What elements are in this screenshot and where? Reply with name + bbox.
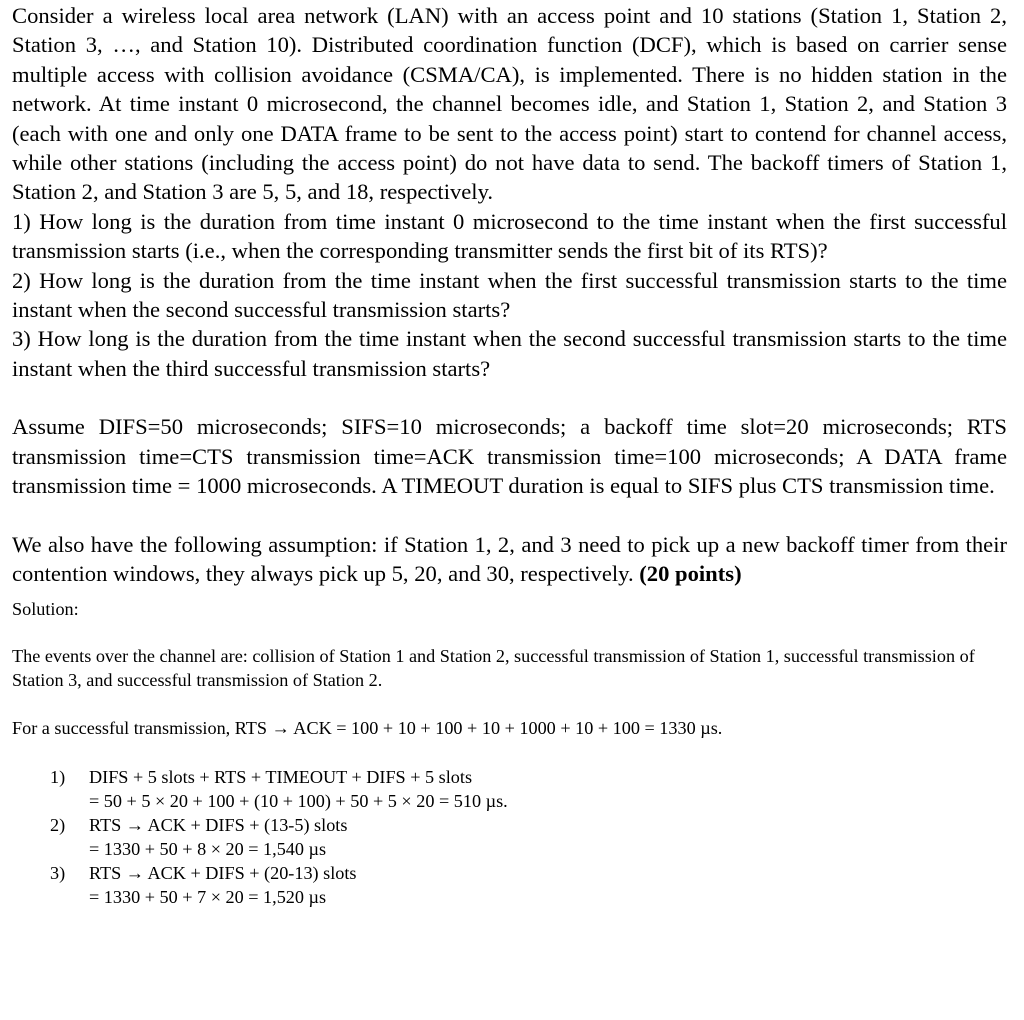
- backoff-assumption-text: We also have the following assumption: if Station 1, 2, and 3 need to pick up a new backoff timer from their contention windows, they always pick up 5, 20, and 30, respectively.: [12, 531, 1007, 586]
- successful-transmission-formula: For a successful transmission, RTS → ACK = 100 + 10 + 100 + 10 + 1000 + 10 + 100 = 1330 µs.: [12, 718, 723, 739]
- question-part-2: 2) How long is the duration from the time instant when the first successful transmission starts to the time instant when the second successful transmission starts?: [12, 267, 1007, 323]
- question-block: [12, 1, 1007, 588]
- question-intro: Consider a wireless local area network (LAN) with an access point and 10 stations (Station 1, Station 2, Station 3, …, and Station 10). Distributed coordination function (DCF), which is based on carrier sense multiple access with collision avoidance (CSMA/CA), is implemented. There is no hidden station in the network. At time instant 0 microsecond, the channel becomes idle, and Station 1, Station 2, and Station 3 (each with one and only one DATA frame to be sent to the access point) start to contend for channel access, while other stations (including the access point) do not have data to send. The backoff timers of Station 1, Station 2, and Station 3 are 5, 5, and 18, respectively.: [12, 3, 1007, 205]
- step-expression: RTS → ACK + DIFS + (13-5) slots: [89, 815, 348, 836]
- solution-step: [12, 765, 1007, 813]
- solution-events: The events over the channel are: collision of Station 1 and Station 2, successful transmission of Station 1, successful transmission of Station 3, and successful transmission of Station 2.: [12, 646, 975, 691]
- points-label: (20 points): [639, 560, 742, 586]
- solution-step: [12, 813, 1007, 861]
- step-expression: DIFS + 5 slots + RTS + TIMEOUT + DIFS + 5 slots: [89, 767, 473, 788]
- assumptions-paragraph: Assume DIFS=50 microseconds; SIFS=10 microseconds; a backoff time slot=20 microseconds; RTS transmission time=CTS transmission time=ACK transmission time=100 microseconds; A DATA frame transmission time = 1000 microseconds. A TIMEOUT duration is equal to SIFS plus CTS transmission time.: [12, 414, 1007, 499]
- step-result: = 1330 + 50 + 7 × 20 = 1,520 µs: [89, 887, 327, 908]
- solution-step: [12, 861, 1007, 909]
- solution-block: [12, 597, 1007, 909]
- question-part-1: 1) How long is the duration from time instant 0 microsecond to the time instant when the first successful transmission starts (i.e., when the corresponding transmitter sends the first bit of its RTS)?: [12, 208, 1007, 264]
- backoff-assumption-paragraph: [12, 530, 1007, 589]
- step-result: = 50 + 5 × 20 + 100 + (10 + 100) + 50 + 5 × 20 = 510 µs.: [89, 791, 508, 812]
- document-page: [12, 0, 1007, 909]
- step-result: = 1330 + 50 + 8 × 20 = 1,540 µs: [89, 839, 327, 860]
- question-part-3: 3) How long is the duration from the time instant when the second successful transmission starts to the time instant when the third successful transmission starts?: [12, 326, 1007, 381]
- step-number: 3): [50, 863, 66, 884]
- step-number: 1): [50, 767, 66, 788]
- solution-steps-list: [12, 765, 1007, 909]
- step-expression: RTS → ACK + DIFS + (20-13) slots: [89, 863, 357, 884]
- step-number: 2): [50, 815, 66, 836]
- solution-label: Solution:: [12, 599, 79, 620]
